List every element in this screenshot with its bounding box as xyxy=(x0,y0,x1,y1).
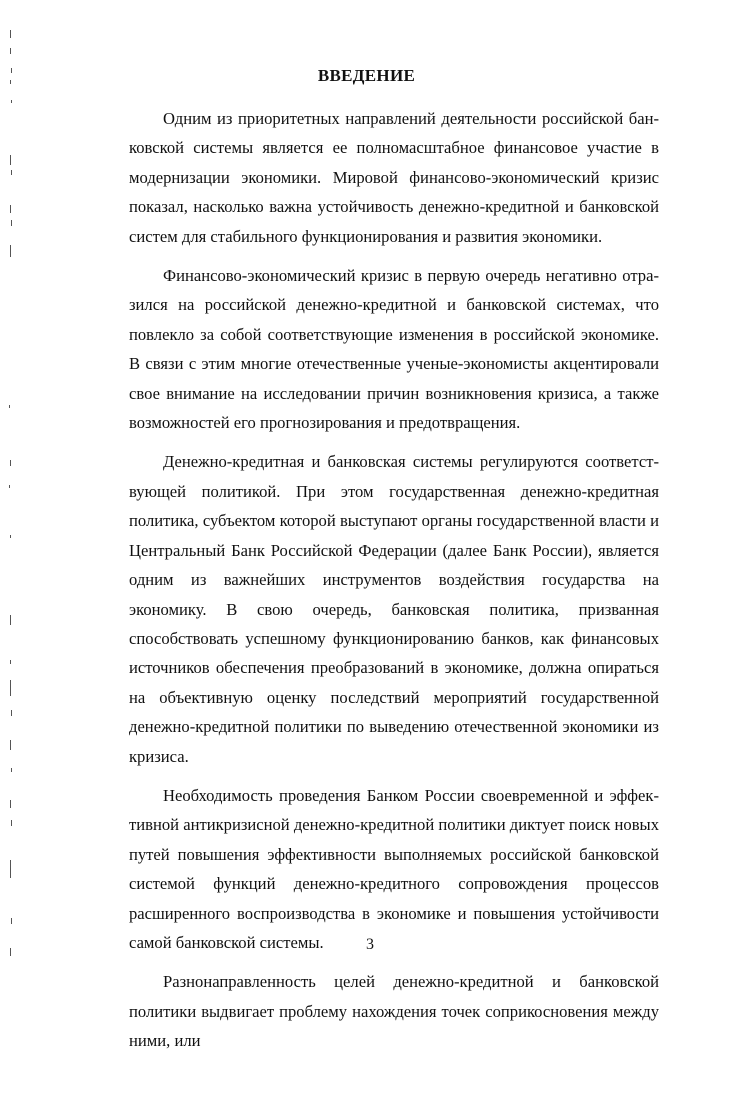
body-text xyxy=(129,104,659,1066)
paragraph: Необходимость проведения Банком России своевременной и эффективной антикризисной денежно-кредитной политики диктует поиск новых путей повышения эффективности выполняемых российской банковской системой функций денежно-кредитного сопровождения процессов расширенного воспроизводства в экономике и повышения устойчивости самой банковской системы. xyxy=(129,785,659,952)
paragraph: Денежно-кредитная и банковская системы регулируются соответствующей политикой. При этом государственная денежно-кредитная политика, субъектом которой выступают органы государственной власти и Центральный Банк Российской Федерации (далее Банк России), является одним из важнейших инструментов воздействия государства на экономику. В свою очередь, банковская политика, призванная способствовать успешному функционированию банков, как финансовых источников обеспечения преобразований в экономике, должна опираться на объективную оценку последствий мероприятий государственной денежно-кредитной политики по выведению отечественной экономики из кризиса. xyxy=(129,452,659,766)
paragraph: Финансово-экономический кризис в первую очередь негативно отразился на российской денежно-кредитной и банковской системах, что повлекло за собой соответствующие изменения в российской экономике. В связи с этим многие отечественные ученые-экономисты акцентировали свое внимание на исследовании причин возникновения кризиса, а также возможностей его прогнозирования и предотвращения. xyxy=(129,266,659,433)
scan-margin-artifacts xyxy=(0,0,30,1000)
paragraph: Одним из приоритетных направлений деятельности российской банковской системы является ее полномасштабное финансовое участие в модернизации экономики. Мировой финансово-экономический кризис показал, насколько важна устойчивость денежно-кредитной и банковской систем для стабильного функционирования и развития экономики. xyxy=(129,109,659,246)
page-title: ВВЕДЕНИЕ xyxy=(317,66,416,85)
page-number: 3 xyxy=(366,936,374,953)
paragraph: Разнонаправленность целей денежно-кредитной и банковской политики выдвигает проблему нахождения точек соприкосновения между ними, или xyxy=(129,972,659,1051)
